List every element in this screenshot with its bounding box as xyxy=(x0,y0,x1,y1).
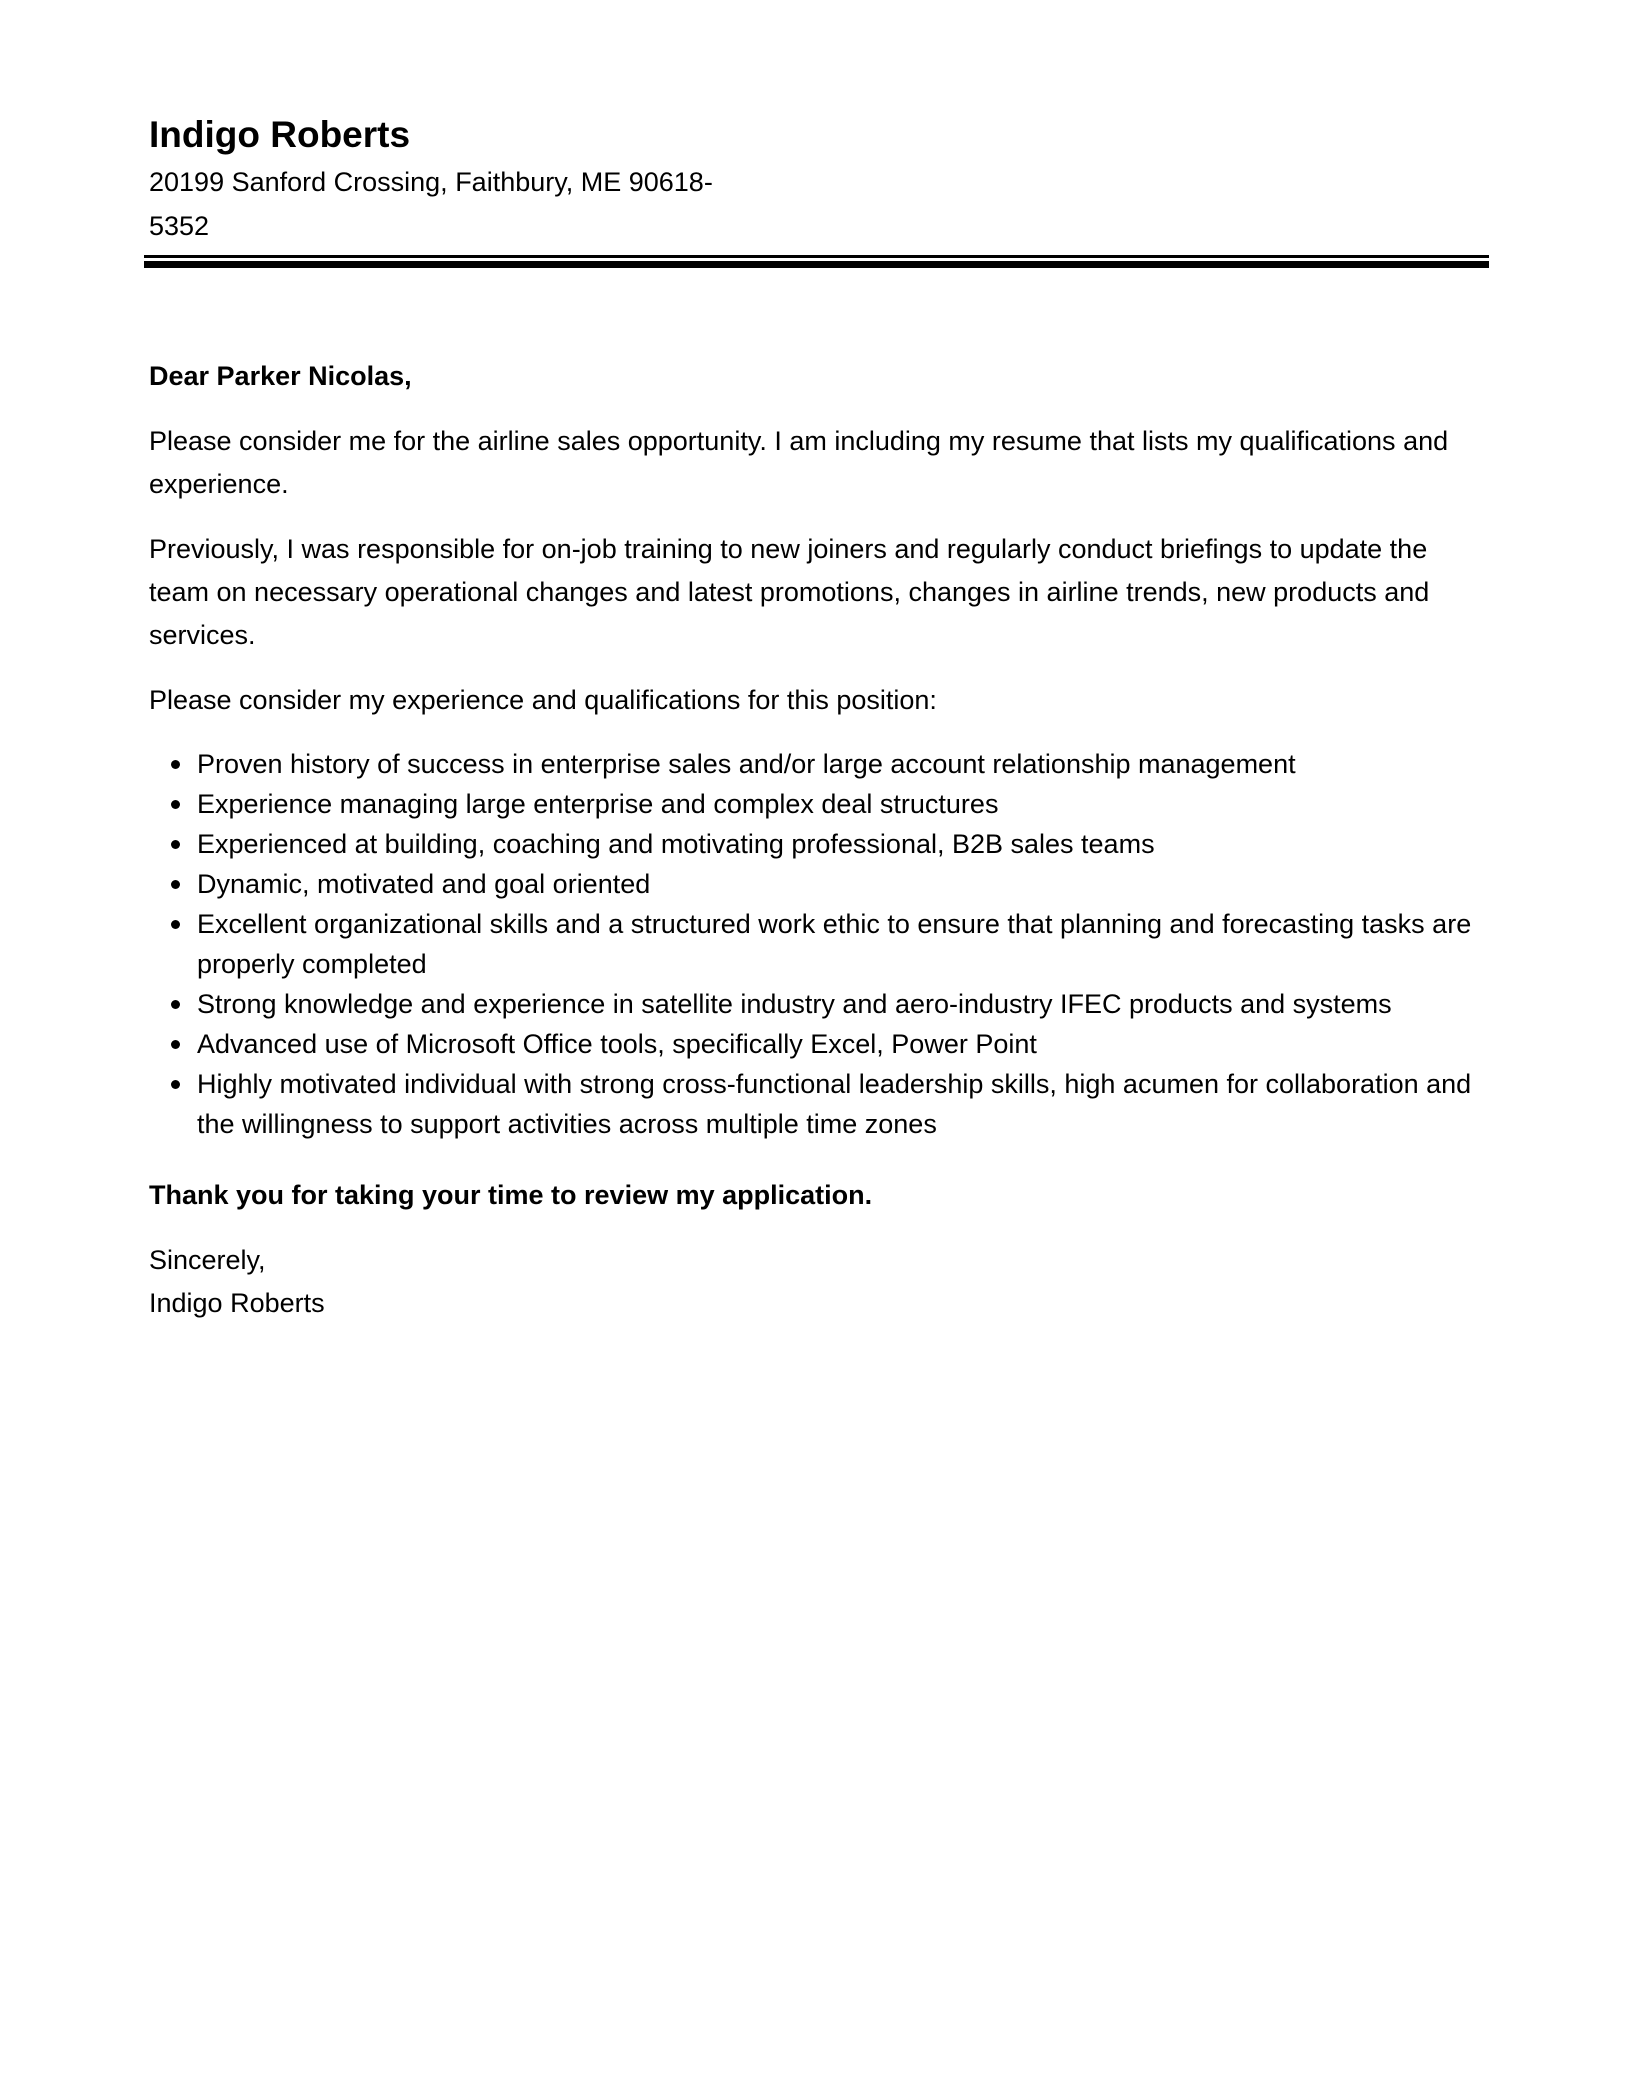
closing: Sincerely, xyxy=(149,1245,266,1275)
list-item xyxy=(149,1064,1489,1144)
letter-body xyxy=(149,355,1489,1325)
list-item-text: Experienced at building, coaching and motivating professional, B2B sales teams xyxy=(197,829,1155,859)
letter-header xyxy=(149,112,1489,248)
list-item xyxy=(149,784,1489,824)
paragraph-experience: Previously, I was responsible for on-job training to new joiners and regularly conduct briefings to update the team on necessary operational changes and latest promotions, changes in airline trends, new products and services. xyxy=(149,534,1430,650)
thank-you-line: Thank you for taking your time to review my application. xyxy=(149,1180,873,1210)
list-item-text: Dynamic, motivated and goal oriented xyxy=(197,869,651,899)
list-item-text: Advanced use of Microsoft Office tools, specifically Excel, Power Point xyxy=(197,1029,1037,1059)
paragraph-intro: Please consider me for the airline sales opportunity. I am including my resume that lists my qualifications and experience. xyxy=(149,426,1449,499)
salutation: Dear Parker Nicolas, xyxy=(149,361,412,391)
paragraph-qualifications-intro: Please consider my experience and qualifications for this position: xyxy=(149,685,937,715)
bullet-icon xyxy=(171,920,180,929)
bullet-icon xyxy=(171,1040,180,1049)
list-item xyxy=(149,904,1489,984)
bullet-icon xyxy=(171,880,180,889)
signature: Indigo Roberts xyxy=(149,1288,325,1318)
list-item xyxy=(149,1024,1489,1064)
bullet-icon xyxy=(171,840,180,849)
bullet-icon xyxy=(171,1000,180,1009)
bullet-icon xyxy=(171,760,180,769)
list-item-text: Highly motivated individual with strong cross-functional leadership skills, high acumen for collaboration and the willingness to support activities across multiple time zones xyxy=(197,1069,1472,1139)
list-item xyxy=(149,744,1489,784)
sender-address: 20199 Sanford Crossing, Faithbury, ME 90618-5352 xyxy=(149,167,713,241)
list-item-text: Excellent organizational skills and a structured work ethic to ensure that planning and forecasting tasks are properly completed xyxy=(197,909,1472,979)
list-item-text: Experience managing large enterprise and complex deal structures xyxy=(197,789,999,819)
header-divider xyxy=(144,255,1489,268)
list-item xyxy=(149,824,1489,864)
bullet-icon xyxy=(171,800,180,809)
list-item xyxy=(149,984,1489,1024)
list-item-text: Strong knowledge and experience in satellite industry and aero-industry IFEC products and systems xyxy=(197,989,1392,1019)
bullet-icon xyxy=(171,1080,180,1089)
list-item xyxy=(149,864,1489,904)
sender-name: Indigo Roberts xyxy=(149,114,411,155)
list-item-text: Proven history of success in enterprise sales and/or large account relationship management xyxy=(197,749,1296,779)
qualifications-list xyxy=(149,744,1489,1144)
